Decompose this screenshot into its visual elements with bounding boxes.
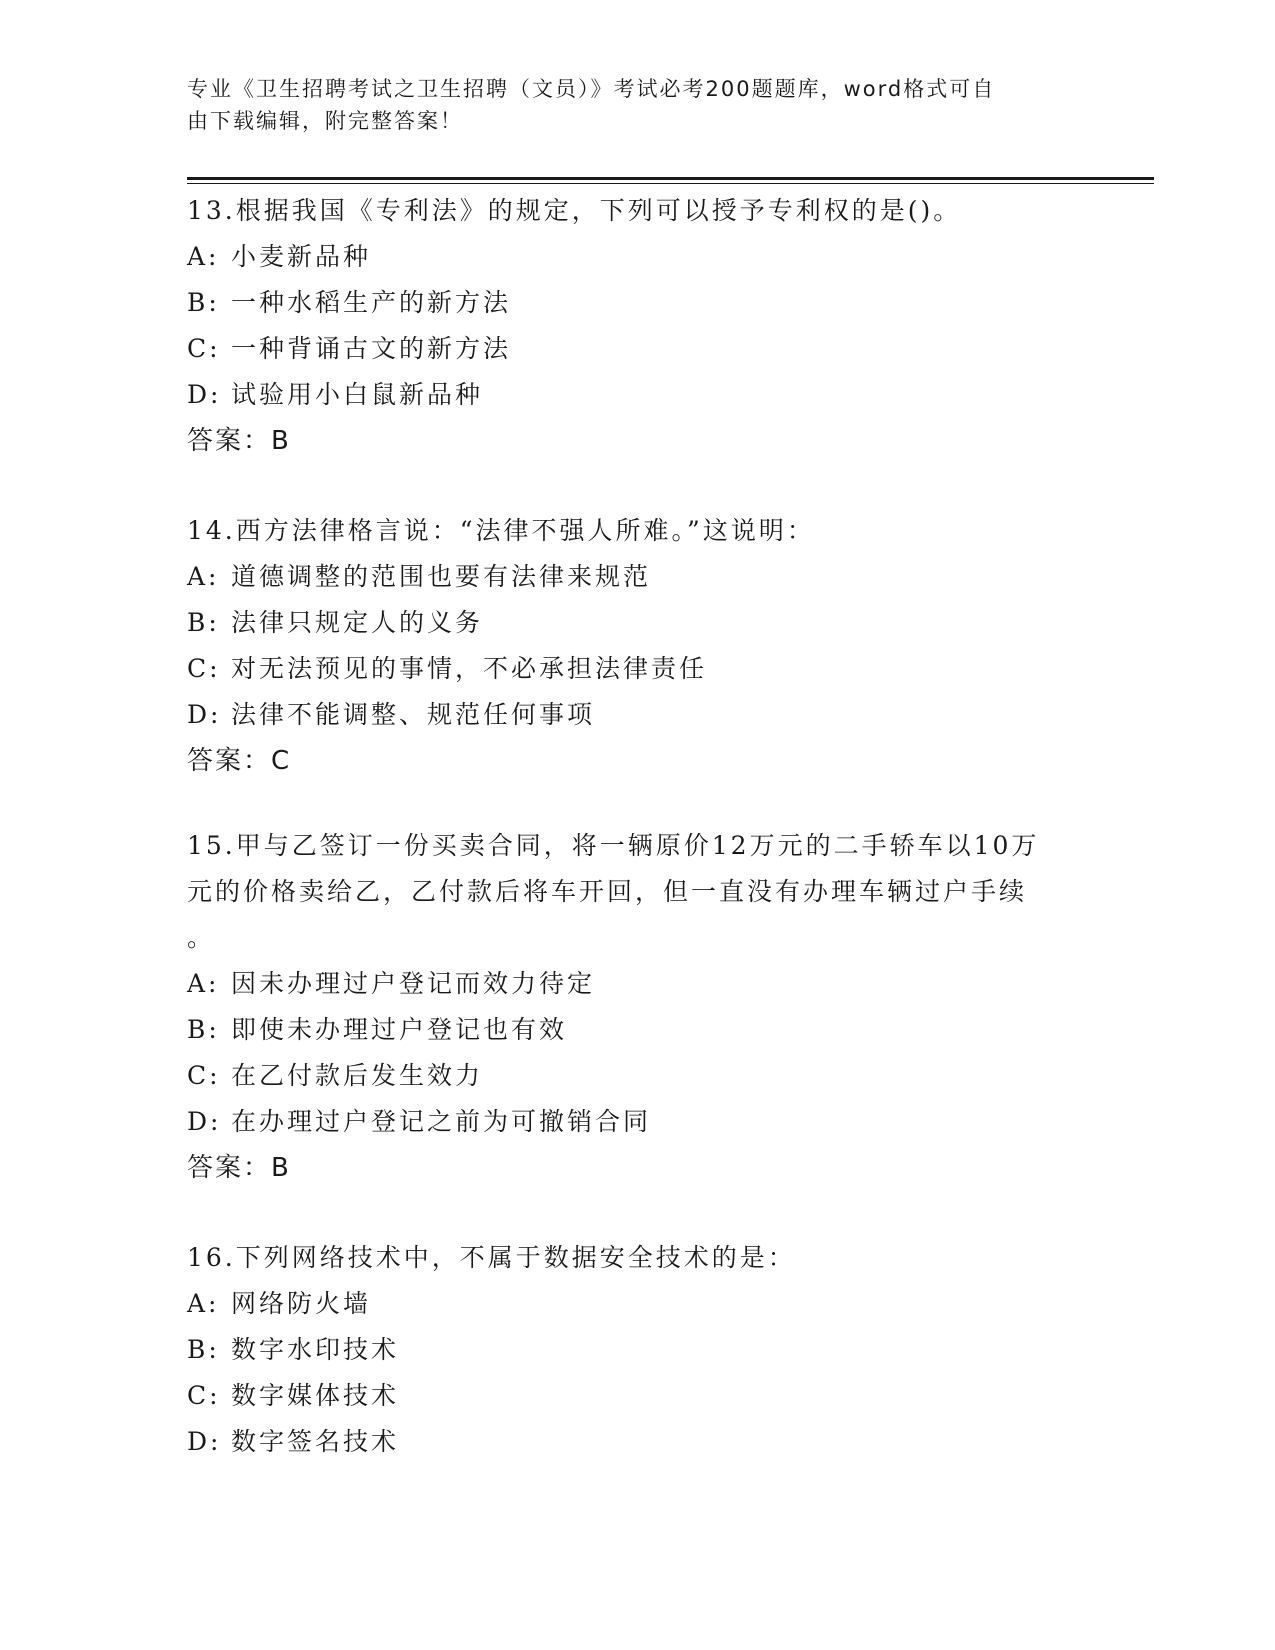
question-16 xyxy=(187,1235,1087,1465)
option-text: 因未办理过户登记而效力待定 xyxy=(231,969,596,998)
option-text: 在乙付款后发生效力 xyxy=(231,1061,484,1090)
option-text: 一种背诵古文的新方法 xyxy=(231,334,512,363)
option-d xyxy=(187,1419,1087,1465)
option-a xyxy=(187,554,1087,600)
question-stem-line: 15.甲与乙签订一份买卖合同，将一辆原价12万元的二手轿车以10万 xyxy=(187,831,1040,860)
option-c xyxy=(187,1373,1087,1419)
option-a xyxy=(187,961,1087,1007)
header-line-2: 由下载编辑，附完整答案！ xyxy=(187,109,463,133)
option-text: 网络防火墙 xyxy=(231,1289,372,1318)
option-b xyxy=(187,1007,1087,1053)
question-13 xyxy=(187,188,1087,464)
question-stem: 14.西方法律格言说：“法律不强人所难。”这说明： xyxy=(187,516,815,545)
option-key: A: xyxy=(187,969,220,998)
option-text: 数字媒体技术 xyxy=(231,1381,400,1410)
header-line-1: 专业《卫生招聘考试之卫生招聘（文员）》考试必考200题题库，word格式可自 xyxy=(187,77,996,101)
option-b xyxy=(187,600,1087,646)
option-text: 法律不能调整、规范任何事项 xyxy=(231,700,596,729)
document-header xyxy=(187,73,1067,137)
option-d xyxy=(187,692,1087,738)
option-key: D: xyxy=(187,380,222,409)
option-key: C: xyxy=(187,334,221,363)
option-d xyxy=(187,1099,1087,1145)
option-key: B: xyxy=(187,288,220,317)
header-divider-thin xyxy=(187,183,1154,184)
option-text: 数字签名技术 xyxy=(231,1427,400,1456)
answer-line: 答案：B xyxy=(187,1153,291,1183)
answer-line: 答案：B xyxy=(187,426,291,456)
option-b xyxy=(187,1327,1087,1373)
question-14 xyxy=(187,508,1087,784)
answer-line: 答案：C xyxy=(187,746,292,776)
option-text: 道德调整的范围也要有法律来规范 xyxy=(231,562,652,591)
option-key: A: xyxy=(187,242,220,271)
option-text: 小麦新品种 xyxy=(231,242,372,271)
question-stem-line: 元的价格卖给乙，乙付款后将车开回，但一直没有办理车辆过户手续 xyxy=(187,877,1028,906)
option-a xyxy=(187,1281,1087,1327)
option-key: B: xyxy=(187,1335,220,1364)
question-15 xyxy=(187,823,1087,1191)
option-key: D: xyxy=(187,1107,222,1136)
option-text: 试验用小白鼠新品种 xyxy=(231,380,484,409)
option-c xyxy=(187,326,1087,372)
option-text: 即使未办理过户登记也有效 xyxy=(231,1015,568,1044)
option-key: B: xyxy=(187,608,220,637)
question-stem: 13.根据我国《专利法》的规定，下列可以授予专利权的是()。 xyxy=(187,196,962,225)
option-text: 在办理过户登记之前为可撤销合同 xyxy=(231,1107,652,1136)
option-c xyxy=(187,1053,1087,1099)
option-key: B: xyxy=(187,1015,220,1044)
option-c xyxy=(187,646,1087,692)
question-stem: 16.下列网络技术中，不属于数据安全技术的是： xyxy=(187,1243,796,1272)
header-divider-thick xyxy=(187,177,1154,180)
question-stem-line: 。 xyxy=(187,923,216,952)
option-text: 一种水稻生产的新方法 xyxy=(231,288,512,317)
option-d xyxy=(187,372,1087,418)
option-key: C: xyxy=(187,654,221,683)
option-key: C: xyxy=(187,1381,221,1410)
option-text: 法律只规定人的义务 xyxy=(231,608,484,637)
option-key: A: xyxy=(187,1289,220,1318)
option-text: 数字水印技术 xyxy=(231,1335,400,1364)
option-key: D: xyxy=(187,700,222,729)
option-key: A: xyxy=(187,562,220,591)
option-key: C: xyxy=(187,1061,221,1090)
option-b xyxy=(187,280,1087,326)
option-a xyxy=(187,234,1087,280)
option-text: 对无法预见的事情，不必承担法律责任 xyxy=(231,654,708,683)
option-key: D: xyxy=(187,1427,222,1456)
